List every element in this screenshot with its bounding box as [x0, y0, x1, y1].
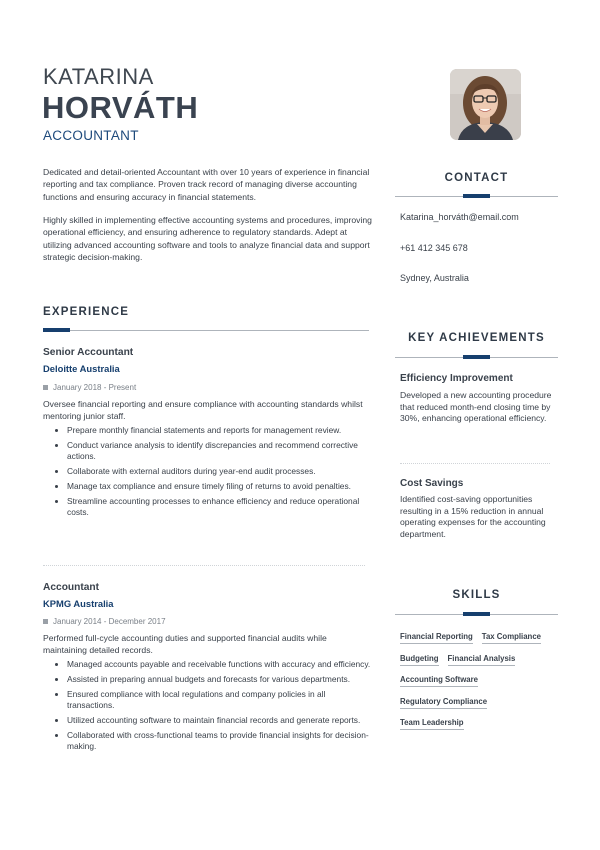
experience-accent-bar	[43, 328, 70, 332]
achievement-divider	[400, 463, 550, 464]
skill-tag: Team Leadership	[400, 718, 464, 730]
job-dates	[43, 617, 166, 626]
profile-photo	[450, 69, 521, 140]
job-bullet: Collaborated with cross-functional teams to provide financial insights for decision-making.	[55, 730, 373, 751]
job-bullet-list	[55, 659, 373, 756]
skill-row	[400, 654, 560, 666]
job-title: ACCOUNTANT	[43, 128, 139, 143]
job-company: Deloitte Australia	[43, 363, 120, 374]
skill-row	[400, 675, 560, 687]
skills-list	[400, 632, 560, 740]
achievements-heading: KEY ACHIEVEMENTS	[408, 332, 545, 344]
calendar-icon	[43, 385, 48, 390]
skills-heading: SKILLS	[452, 589, 501, 601]
job-bullet-list	[55, 425, 373, 522]
skill-tag: Financial Analysis	[448, 654, 516, 666]
contact-location: Sydney, Australia	[400, 273, 469, 283]
contact-accent-bar	[463, 194, 490, 198]
job-bullet: Collaborate with external auditors during year-end audit processes.	[55, 466, 373, 477]
achievement-title: Efficiency Improvement	[400, 373, 513, 384]
summary-paragraph-2: Highly skilled in implementing effective accounting systems and procedures, improving operational efficiency, and ensuring adherence to regulatory standards. Adept at utilizing advanced accounting software and tools to analyze financial data and support strategic decision-making.	[43, 215, 372, 263]
job-bullet: Utilized accounting software to maintain financial records and generate reports.	[55, 715, 373, 726]
job-dates	[43, 383, 136, 392]
skill-tag: Budgeting	[400, 654, 439, 666]
skill-row	[400, 718, 560, 730]
job-bullet: Managed accounts payable and receivable functions with accuracy and efficiency.	[55, 659, 373, 670]
achievement-description: Identified cost-saving opportunities resulting in a 15% reduction in annual operating expenses for the accounting department.	[400, 494, 546, 539]
achievements-accent-bar	[463, 355, 490, 359]
skill-tag: Financial Reporting	[400, 632, 473, 644]
achievement-title: Cost Savings	[400, 478, 464, 489]
skill-row	[400, 697, 560, 709]
job-role: Senior Accountant	[43, 347, 134, 358]
skill-tag: Regulatory Compliance	[400, 697, 487, 709]
experience-rule	[43, 330, 369, 331]
job-bullet: Manage tax compliance and ensure timely filing of returns to avoid penalties.	[55, 481, 373, 492]
job-bullet: Assisted in preparing annual budgets and forecasts for various departments.	[55, 674, 373, 685]
skill-tag: Tax Compliance	[482, 632, 541, 644]
job-bullet: Conduct variance analysis to identify discrepancies and recommend corrective actions.	[55, 440, 373, 461]
achievement-description: Developed a new accounting procedure that reduced month-end closing time by 30%, enhancing operational efficiency.	[400, 390, 552, 424]
last-name: HORVÁTH	[42, 90, 199, 125]
job-description: Performed full-cycle accounting duties and supported financial audits while maintaining detailed records.	[43, 633, 327, 655]
calendar-icon	[43, 619, 48, 624]
contact-email[interactable]: Katarina_horváth@email.com	[400, 212, 519, 222]
contact-heading: CONTACT	[444, 172, 509, 184]
first-name: KATARINA	[43, 64, 154, 89]
job-bullet: Streamline accounting processes to enhance efficiency and reduce operational costs.	[55, 496, 373, 517]
job-dates-text: January 2014 - December 2017	[53, 617, 166, 626]
skill-row	[400, 632, 560, 644]
experience-heading: EXPERIENCE	[43, 306, 130, 318]
contact-phone[interactable]: +61 412 345 678	[400, 243, 468, 253]
job-company: KPMG Australia	[43, 598, 114, 609]
skill-tag: Accounting Software	[400, 675, 478, 687]
job-bullet: Prepare monthly financial statements and reports for management review.	[55, 425, 373, 436]
job-role: Accountant	[43, 582, 100, 593]
summary-paragraph-1: Dedicated and detail-oriented Accountant with over 10 years of experience in financial reporting and tax compliance. Proven track record of managing diverse accounting functions and ensuring accuracy in financial statements.	[43, 167, 370, 202]
job-dates-text: January 2018 - Present	[53, 383, 137, 392]
skills-accent-bar	[463, 612, 490, 616]
job-bullet: Ensured compliance with local regulations and company policies in all transactions.	[55, 689, 373, 710]
job-description: Oversee financial reporting and ensure compliance with accounting standards whilst mentoring junior staff.	[43, 399, 363, 421]
job-divider	[43, 565, 365, 566]
